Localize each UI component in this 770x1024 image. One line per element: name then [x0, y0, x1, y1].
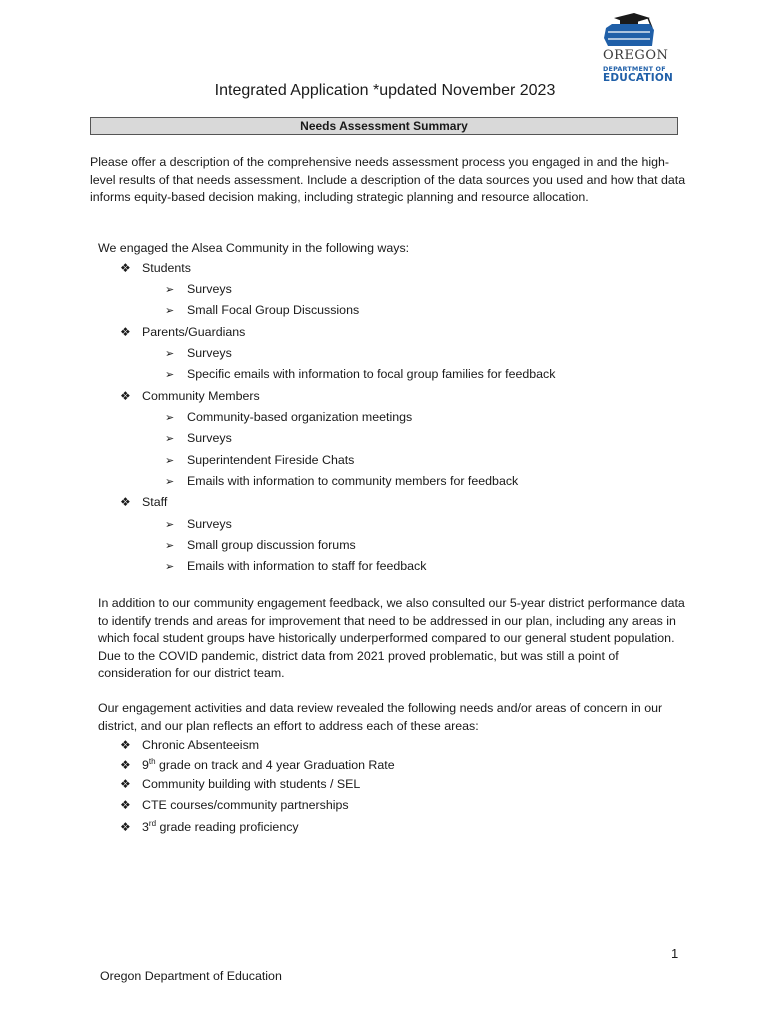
needs-list-item [120, 777, 360, 791]
logo-oregon-text: OREGON [603, 48, 669, 63]
list-item-group [120, 325, 245, 339]
engagement-intro: We engaged the Alsea Community in the following ways: [98, 241, 410, 255]
list-item [165, 538, 356, 552]
diamond-bullet-icon: ❖ [120, 798, 131, 812]
arrow-bullet-icon: ➢ [165, 476, 175, 488]
need-number: 3 [142, 820, 149, 834]
list-item-group [120, 261, 191, 275]
item-label: Emails with information to community members for feedback [187, 474, 519, 488]
needs-list-item [120, 820, 299, 834]
arrow-bullet-icon: ➢ [165, 433, 175, 445]
need-label: Chronic Absenteeism [142, 738, 260, 752]
arrow-bullet-icon: ➢ [165, 561, 175, 573]
item-label: Small group discussion forums [187, 538, 356, 552]
need-label: CTE courses/community partnerships [142, 798, 349, 812]
arrow-bullet-icon: ➢ [165, 540, 175, 552]
diamond-bullet-icon: ❖ [120, 820, 131, 834]
diamond-bullet-icon: ❖ [120, 758, 131, 772]
data-review-paragraph: In addition to our community engagement feedback, we also consulted our 5-year district performance data to identify trends and areas for improvement that need to be addressed in our plan, including any areas in which focal student groups have historically underperformed compared to our general student population. Due to the COVID pandemic, district data from 2021 proved problematic, but was still a point of consideration for our district team. [98, 596, 685, 680]
list-item [165, 517, 232, 531]
item-label: Surveys [187, 282, 232, 296]
needs-list-item [120, 798, 349, 812]
list-item [165, 474, 518, 488]
arrow-bullet-icon: ➢ [165, 348, 175, 360]
ordinal-suffix: rd [148, 818, 157, 828]
item-label: Surveys [187, 517, 232, 531]
diamond-bullet-icon: ❖ [120, 738, 131, 752]
group-label: Parents/Guardians [142, 325, 246, 339]
list-item [165, 282, 232, 296]
page-number: 1 [671, 946, 679, 961]
oregon-state-graduation-cap-icon [600, 12, 662, 48]
list-item [165, 346, 232, 360]
item-label: Superintendent Fireside Chats [187, 453, 355, 467]
needs-list-item [120, 738, 259, 752]
arrow-bullet-icon: ➢ [165, 455, 175, 467]
needs-paragraph: Our engagement activities and data review revealed the following needs and/or areas of concern in our district, and our plan reflects an effort to address each of these areas: [98, 701, 663, 733]
list-item-group [120, 495, 167, 509]
group-label: Community Members [142, 389, 260, 403]
arrow-bullet-icon: ➢ [165, 369, 175, 381]
arrow-bullet-icon: ➢ [165, 519, 175, 531]
arrow-bullet-icon: ➢ [165, 305, 175, 317]
list-item [165, 431, 232, 445]
item-label: Community-based organization meetings [187, 410, 413, 424]
page-footer: Oregon Department of Education [100, 969, 282, 983]
list-item [165, 303, 359, 317]
need-number: 9 [142, 758, 149, 772]
need-label: Community building with students / SEL [142, 777, 361, 791]
list-item-group [120, 389, 260, 403]
item-label: Specific emails with information to focal group families for feedback [187, 367, 556, 381]
diamond-bullet-icon: ❖ [120, 325, 131, 339]
diamond-bullet-icon: ❖ [120, 261, 131, 275]
need-label: grade on track and 4 year Graduation Rate [155, 758, 395, 772]
section-header: Needs Assessment Summary [90, 117, 678, 135]
arrow-bullet-icon: ➢ [165, 284, 175, 296]
arrow-bullet-icon: ➢ [165, 412, 175, 424]
logo-education-text: EDUCATION [603, 72, 674, 84]
diamond-bullet-icon: ❖ [120, 389, 131, 403]
list-item [165, 367, 555, 381]
diamond-bullet-icon: ❖ [120, 495, 131, 509]
ode-logo [600, 12, 674, 84]
ordinal-suffix: th [148, 756, 156, 766]
group-label: Staff [142, 495, 168, 509]
item-label: Emails with information to staff for feedback [187, 559, 427, 573]
group-label: Students [142, 261, 191, 275]
prompt-paragraph: Please offer a description of the comprehensive needs assessment process you engaged in and the high-level results of that needs assessment. Include a description of the data sources you used and how that data informs equity-based decision making, including strategic planning and resource allocation. [90, 155, 686, 204]
need-label: grade reading proficiency [156, 820, 299, 834]
list-item [165, 453, 354, 467]
list-item [165, 410, 412, 424]
diamond-bullet-icon: ❖ [120, 777, 131, 791]
item-label: Small Focal Group Discussions [187, 303, 360, 317]
needs-list-item [120, 758, 395, 772]
item-label: Surveys [187, 431, 232, 445]
item-label: Surveys [187, 346, 232, 360]
list-item [165, 559, 426, 573]
document-title: Integrated Application *updated November 2023 [214, 82, 556, 99]
logo-department-text: DEPARTMENT OF [603, 65, 666, 73]
